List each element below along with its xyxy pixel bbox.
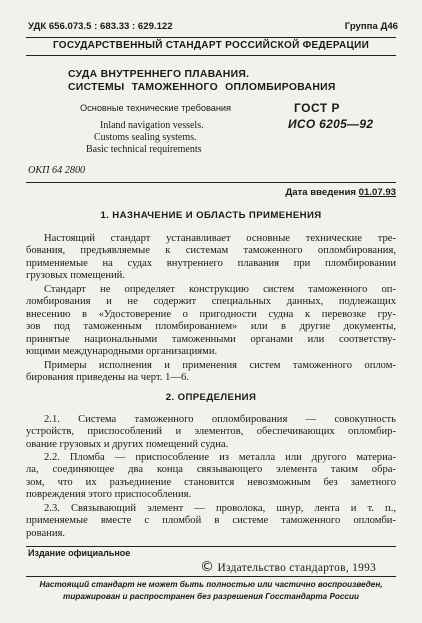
title-subtitle: Основные технические требования [80,103,232,113]
section-2-heading: 2. ОПРЕДЕЛЕНИЯ [165,392,257,403]
section-1-paragraph-1 [26,233,396,283]
copyright-notice-line-1: Настоящий стандарт не может быть полностью или частично воспроизведен, [39,580,383,589]
footer-rule-bottom [26,576,396,577]
section-2-paragraph-2 [26,452,396,502]
publisher-line [200,559,376,575]
gost-number: ИСО 6205—92 [288,117,374,131]
text-line: бирования приведены на черт. 1—6. [26,372,189,384]
text-line: грузовых помещений. [26,270,125,282]
title-line-1: СУДА ВНУТРЕННЕГО ПЛАВАНИЯ. [68,69,250,80]
text-line: ющими международными организациями. [26,346,218,358]
header-rule-bottom [26,55,396,56]
intro-date [285,187,396,198]
copyright-symbol: © [200,559,215,575]
footer-rule-top [26,546,396,547]
text-line: Настоящий стандарт устанавливает основные технические тре- [44,233,396,244]
text-line: 2.3. Связывающий элемент — проволока, шнур, лента и т. п., [44,503,396,514]
text-line: применяемые на судах внутреннего плавания при пломбировании [26,257,396,269]
gost-label: ГОСТ Р [294,101,341,115]
header-rule-top [26,37,396,38]
title-rule [26,182,396,183]
udk-code: УДК 656.073.5 : 683.33 : 629.122 [28,21,173,32]
section-1-heading: 1. НАЗНАЧЕНИЕ И ОБЛАСТЬ ПРИМЕНЕНИЯ [100,210,322,221]
text-line: ование грузовых и других помещений судна. [26,438,229,450]
intro-date-label: Дата введения [285,187,356,198]
copyright-notice-line-2: тиражирован и распространен без разрешения Госстандарта России [63,592,359,601]
text-line: повреждения этого приспособления. [26,489,192,501]
text-line: Стандарт не определяет конструкцию систем таможенного оп- [44,284,396,295]
text-line: внесению в «Удостоверение о пригодности судна к перевозке гру- [26,308,396,320]
english-title-line-1: Inland navigation vessels. [100,120,204,131]
section-1-paragraph-2 [26,284,396,358]
group-code: Группа Д46 [344,21,398,32]
text-line: рования. [26,527,66,539]
text-line: зов под таможенным пломбированием» или в другие документы, [26,321,396,333]
standard-name: ГОСУДАРСТВЕННЫЙ СТАНДАРТ РОССИЙСКОЙ ФЕДЕРАЦИИ [52,40,370,51]
text-line: принятые национальными таможенными органами или соответству- [26,333,396,345]
intro-date-value: 01.07.93 [358,187,396,198]
section-1-paragraph-3 [26,360,396,385]
text-line: зом, что их разъединение становится невозможным без заметного [26,476,396,488]
okp-code: ОКП 64 2800 [28,165,86,176]
section-2-paragraph-3 [26,503,396,540]
text-line: Примеры исполнения и применения систем таможенного оплом- [44,360,396,371]
text-line: ла, соединяющее два конца связывающего элемента таким обра- [26,464,396,476]
official-edition: Издание официальное [28,548,131,558]
text-line: 2.2. Пломба — приспособление из металла или другого материа- [44,452,396,463]
text-line: устройств, приспособлений и элементов, обеспечивающих опломбир- [26,426,396,438]
text-line: ломбирования и не содержит специальных данных, подлежащих [26,296,396,308]
title-line-2: СИСТЕМЫ ТАМОЖЕННОГО ОПЛОМБИРОВАНИЯ [68,82,336,93]
publisher-name: Издательство стандартов, 1993 [217,562,377,574]
text-line: бования, предъявляемые к системам таможенного опломбирования, [26,245,396,257]
english-title-line-2: Customs sealing systems. [94,132,197,143]
text-line: 2.1. Система таможенного опломбирования — совокупность [44,414,396,425]
text-line: применяемые вместе с пломбой в системе таможенного опломби- [26,515,396,527]
section-2-paragraph-1 [26,414,396,451]
english-title-line-3: Basic technical requirements [86,144,202,155]
